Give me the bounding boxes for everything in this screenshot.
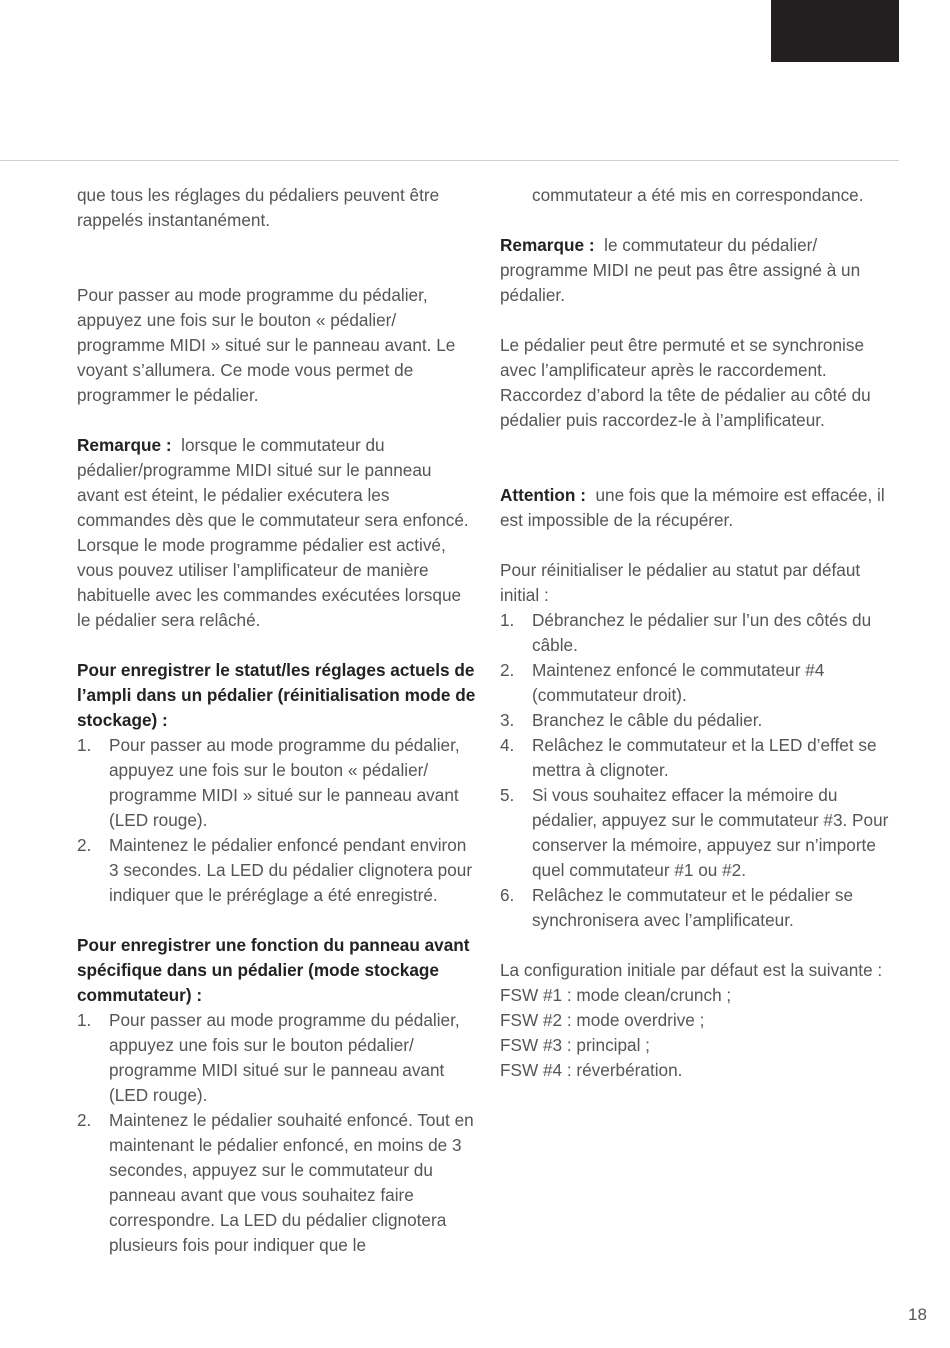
store-settings-steps: [77, 733, 477, 908]
continued-step-text: commutateur a été mis en correspondance.: [532, 185, 864, 205]
default-config-line: FSW #1 : mode clean/crunch ;: [500, 985, 732, 1005]
intro-paragraph: que tous les réglages du pédaliers peuvent être rappelés instantanément.: [77, 185, 440, 230]
default-config-line: FSW #3 : principal ;: [500, 1035, 650, 1055]
step-number: 2.: [77, 1110, 92, 1130]
note-paragraph: [77, 433, 477, 633]
step-text: Branchez le câble du pédalier.: [532, 710, 763, 730]
step-text: Maintenez le pédalier enfoncé pendant environ 3 secondes. La LED du pédalier clignotera pour indiquer que le préréglage a été enregistré.: [109, 835, 473, 905]
step-number: 3.: [500, 710, 515, 730]
section-heading-store-settings: Pour enregistrer le statut/les réglages actuels de l’ampli dans un pédalier (réinitialisation mode de stockage) :: [77, 660, 476, 730]
left-column: [77, 183, 477, 1258]
step-number: 5.: [500, 785, 515, 805]
step-text: Relâchez le commutateur et la LED d’effet se mettra à clignoter.: [532, 735, 877, 780]
program-mode-paragraph: Pour passer au mode programme du pédalier, appuyez une fois sur le bouton « pédalier/ programme MIDI » situé sur le panneau avant. Le voyant s’allumera. Ce mode vous permet de programmer le pédalier.: [77, 285, 456, 405]
header-divider: [0, 160, 899, 161]
right-column: [500, 183, 902, 1083]
reset-intro: Pour réinitialiser le pédalier au statut par défaut initial :: [500, 560, 861, 605]
step-text: Relâchez le commutateur et le pédalier se synchronisera avec l’amplificateur.: [532, 885, 853, 930]
list-item: [77, 1108, 477, 1258]
step-number: 1.: [77, 1010, 92, 1030]
step-text: Pour passer au mode programme du pédalier, appuyez une fois sur le bouton « pédalier/ programme MIDI » situé sur le panneau avant (LED rouge).: [109, 735, 460, 830]
list-item: [77, 1008, 477, 1108]
sync-paragraph: Le pédalier peut être permuté et se synchronise avec l’amplificateur après le raccordement. Raccordez d’abord la tête de pédalier au côté du pédalier puis raccordez-le à l’amplificateur.: [500, 335, 871, 430]
step-number: 1.: [77, 735, 92, 755]
default-config-line: FSW #4 : réverbération.: [500, 1060, 683, 1080]
header-corner-tab: [771, 0, 899, 62]
warning-text: une fois que la mémoire est effacée, il est impossible de la récupérer.: [500, 485, 885, 530]
step-number: 2.: [500, 660, 515, 680]
default-config-intro: La configuration initiale par défaut est la suivante :: [500, 960, 883, 980]
store-switch-steps: [77, 1008, 477, 1258]
default-config-line: FSW #2 : mode overdrive ;: [500, 1010, 705, 1030]
step-number: 6.: [500, 885, 515, 905]
list-item: [500, 608, 902, 658]
step-text: Si vous souhaitez effacer la mémoire du pédalier, appuyez sur le commutateur #3. Pour conserver la mémoire, appuyez sur n’importe quel commutateur #1 ou #2.: [532, 785, 889, 880]
step-text: Pour passer au mode programme du pédalier, appuyez une fois sur le bouton pédalier/ programme MIDI situé sur le panneau avant (LED rouge).: [109, 1010, 460, 1105]
list-item: [500, 783, 902, 883]
note-text: le commutateur du pédalier/ programme MIDI ne peut pas être assigné à un pédalier.: [500, 235, 861, 305]
list-item: [500, 708, 902, 733]
page-number: 18: [908, 1305, 927, 1324]
list-item: [77, 733, 477, 833]
list-item: [77, 833, 477, 908]
section-heading-store-switch: Pour enregistrer une fonction du panneau avant spécifique dans un pédalier (mode stockage commutateur) :: [77, 935, 470, 1005]
note-paragraph-right: [500, 233, 902, 308]
note-text: lorsque le commutateur du pédalier/programme MIDI situé sur le panneau avant est éteint, le pédalier exécutera les commandes dès que le commutateur sera enfoncé. Lorsque le mode programme pédalier est activé, vous pouvez utiliser l’amplificateur de manière habituelle avec les commandes exécutées lorsque le pédalier sera relâché.: [77, 435, 469, 630]
warning-paragraph: [500, 483, 902, 533]
step-text: Maintenez enfoncé le commutateur #4 (commutateur droit).: [532, 660, 825, 705]
list-item: [500, 883, 902, 933]
step-text: Maintenez le pédalier souhaité enfoncé. Tout en maintenant le pédalier enfoncé, en moins de 3 secondes, appuyez sur le commutateur du panneau avant que vous souhaitez faire correspondre. La LED du pédalier clignotera plusieurs fois pour indiquer que le: [109, 1110, 474, 1255]
note-label: Remarque :: [77, 435, 172, 455]
list-item: [500, 733, 902, 783]
step-text: Débranchez le pédalier sur l’un des côtés du câble.: [532, 610, 872, 655]
list-item: [500, 658, 902, 708]
note-label: Remarque :: [500, 235, 595, 255]
step-number: 1.: [500, 610, 515, 630]
reset-steps: [500, 608, 902, 933]
step-number: 2.: [77, 835, 92, 855]
warning-label: Attention :: [500, 485, 586, 505]
step-number: 4.: [500, 735, 515, 755]
